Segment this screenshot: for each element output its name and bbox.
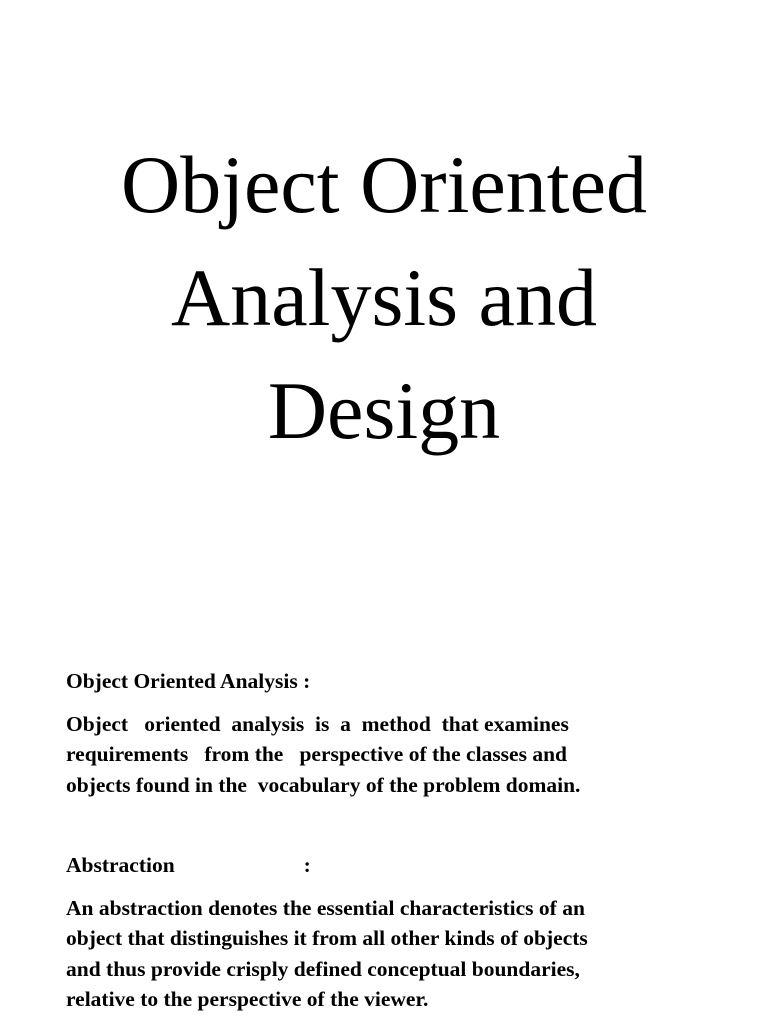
paragraph-line: relative to the perspective of the viewer. [66, 987, 429, 1011]
document-body [66, 666, 706, 1015]
section-paragraph-abstraction [66, 893, 706, 1015]
title-line: Analysis and [171, 252, 597, 343]
paragraph-line: requirements from the perspective of the classes and [66, 742, 567, 766]
paragraph-line: objects found in the vocabulary of the problem domain. [66, 772, 581, 797]
page-title [0, 128, 768, 467]
title-line: Object Oriented [121, 139, 647, 230]
paragraph-line: An abstraction denotes the essential characteristics of an [66, 895, 585, 920]
paragraph-line: Object oriented analysis is a method that examines [66, 711, 569, 736]
section-heading-abstraction: Abstraction : [66, 853, 311, 877]
paragraph-line: and thus provide crisply defined conceptual boundaries, [66, 956, 580, 981]
paragraph-line: object that distinguishes it from all other kinds of objects [66, 926, 588, 950]
section-paragraph-ooa [66, 709, 706, 801]
title-line: Design [267, 365, 501, 456]
section-heading-ooa: Object Oriented Analysis : [66, 669, 311, 693]
